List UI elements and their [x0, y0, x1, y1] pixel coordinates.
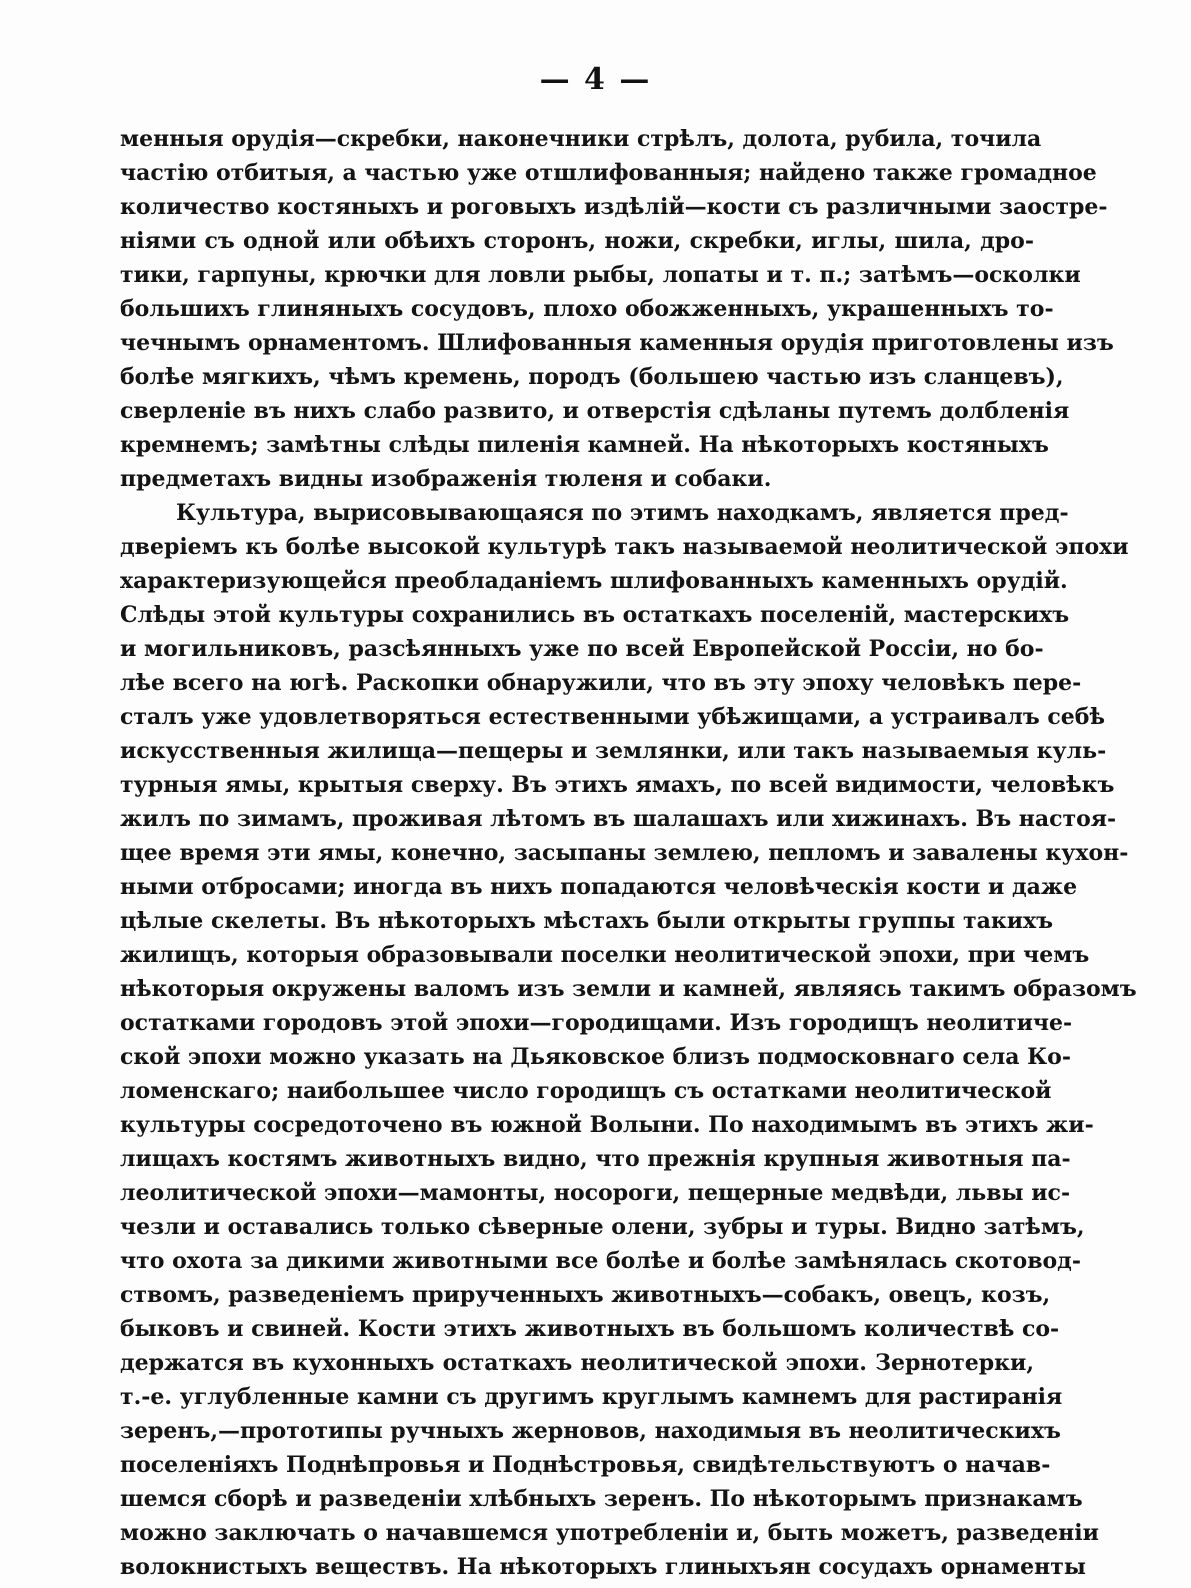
text-line: ніями съ одной или обѣихъ сторонъ, ножи, скребки, иглы, шила, дро-	[120, 228, 1034, 254]
text-line: держатся въ кухонныхъ остаткахъ неолитической эпохи. Зернотерки,	[120, 1350, 1034, 1376]
text-line: дверіемъ къ болѣе высокой культурѣ такъ называемой неолитической эпохи	[120, 534, 1129, 560]
body-text	[120, 122, 1137, 1584]
text-line: частію отбитыя, а частью уже отшлифованныя; найдено также громадное	[120, 160, 1097, 186]
text-line: чезли и оставались только сѣверные олени, зубры и туры. Видно затѣмъ,	[120, 1214, 1085, 1240]
text-line: т.-е. углубленные камни съ другимъ круглымъ камнемъ для растиранія	[120, 1384, 1063, 1410]
text-line: количество костяныхъ и роговыхъ издѣлій—кости съ различными заостре-	[120, 194, 1108, 220]
paragraph-1	[120, 122, 1114, 496]
text-line: ствомъ, разведеніемъ прирученныхъ животныхъ—собакъ, овецъ, козъ,	[120, 1282, 1051, 1308]
text-line: чечнымъ орнаментомъ. Шлифованныя каменныя орудія приготовлены изъ	[120, 330, 1114, 356]
text-line: лѣе всего на югѣ. Раскопки обнаружили, что въ эту эпоху человѣкъ пере-	[120, 670, 1082, 696]
text-line: нѣкоторыя окружены валомъ изъ земли и камней, являясь такимъ образомъ	[120, 976, 1137, 1002]
text-line: щее время эти ямы, конечно, засыпаны землею, пепломъ и завалены кухон-	[120, 840, 1129, 866]
text-line: зеренъ,—прототипы ручныхъ жерновов, находимыя въ неолитическихъ	[120, 1418, 1061, 1444]
text-line: леолитической эпохи—мамонты, носороги, пещерные медвѣди, львы ис-	[120, 1180, 1071, 1206]
text-line: Культура, вырисовывающаяся по этимъ находкамъ, является пред-	[176, 500, 1069, 526]
text-line: большихъ глиняныхъ сосудовъ, плохо обожженныхъ, украшенныхъ то-	[120, 296, 1054, 322]
text-line: что охота за дикими животными все болѣе и болѣе замѣнялась скотовод-	[120, 1248, 1081, 1274]
text-line: можно заключать о начавшемся употребленіи и, быть можетъ, разведеніи	[120, 1520, 1099, 1546]
text-line: предметахъ видны изображенія тюленя и собаки.	[120, 466, 772, 492]
paragraph-2	[120, 496, 1137, 1584]
text-line: цѣлые скелеты. Въ нѣкоторыхъ мѣстахъ были открыты группы такихъ	[120, 908, 1054, 934]
text-line: ской эпохи можно указать на Дьяковское близъ подмосковнаго села Ко-	[120, 1044, 1071, 1070]
text-line: ными отбросами; иногда въ нихъ попадаются человѣческія кости и даже	[120, 874, 1078, 900]
text-line: шемся сборѣ и разведеніи хлѣбныхъ зеренъ. По нѣкоторымъ признакамъ	[120, 1486, 1083, 1512]
text-line: Слѣды этой культуры сохранились въ остаткахъ поселеній, мастерскихъ	[120, 602, 1070, 628]
text-line: ломенскаго; наибольшее число городищъ съ остатками неолитической	[120, 1078, 1052, 1104]
text-line: турныя ямы, крытыя сверху. Въ этихъ ямахъ, по всей видимости, человѣкъ	[120, 772, 1115, 798]
text-line: остатками городовъ этой эпохи—городищами. Изъ городищъ неолитиче-	[120, 1010, 1073, 1036]
text-line: культуры сосредоточено въ южной Волыни. По находимымъ въ этихъ жи-	[120, 1112, 1094, 1138]
text-line: и могильниковъ, разсѣянныхъ уже по всей Европейской Россіи, но бо-	[120, 636, 1044, 662]
text-line: волокнистыхъ веществъ. На нѣкоторыхъ глиныхъян сосудахъ орнаменты	[120, 1554, 1086, 1580]
text-line: жилъ по зимамъ, проживая лѣтомъ въ шалашахъ или хижинахъ. Въ настоя-	[120, 806, 1117, 832]
text-line: жилищъ, которыя образовывали поселки неолитической эпохи, при чемъ	[120, 942, 1090, 968]
text-line: искусственныя жилища—пещеры и землянки, или такъ называемыя куль-	[120, 738, 1107, 764]
page-number: — 4 —	[539, 62, 652, 97]
text-line: болѣе мягкихъ, чѣмъ кремень, породъ (большею частью изъ сланцевъ),	[120, 364, 1064, 390]
text-line: сталъ уже удовлетворяться естественными убѣжищами, а устраивалъ себѣ	[120, 704, 1105, 730]
text-line: кремнемъ; замѣтны слѣды пиленія камней. На нѣкоторыхъ костяныхъ	[120, 432, 1049, 458]
text-line: лищахъ костямъ животныхъ видно, что прежнія крупныя животныя па-	[120, 1146, 1071, 1172]
text-line: менныя орудія—скребки, наконечники стрѣлъ, долота, рубила, точила	[120, 126, 1042, 152]
text-line: поселеніяхъ Поднѣпровья и Поднѣстровья, свидѣтельствуютъ о начав-	[120, 1452, 1051, 1478]
text-line: быковъ и свиней. Кости этихъ животныхъ въ большомъ количествѣ со-	[120, 1316, 1060, 1342]
text-line: характеризующейся преобладаніемъ шлифованныхъ каменныхъ орудій.	[120, 568, 1068, 594]
text-line: сверленіе въ нихъ слабо развито, и отверстія сдѣланы путемъ долбленія	[120, 398, 1070, 424]
text-line: тики, гарпуны, крючки для ловли рыбы, лопаты и т. п.; затѣмъ—осколки	[120, 262, 1081, 288]
